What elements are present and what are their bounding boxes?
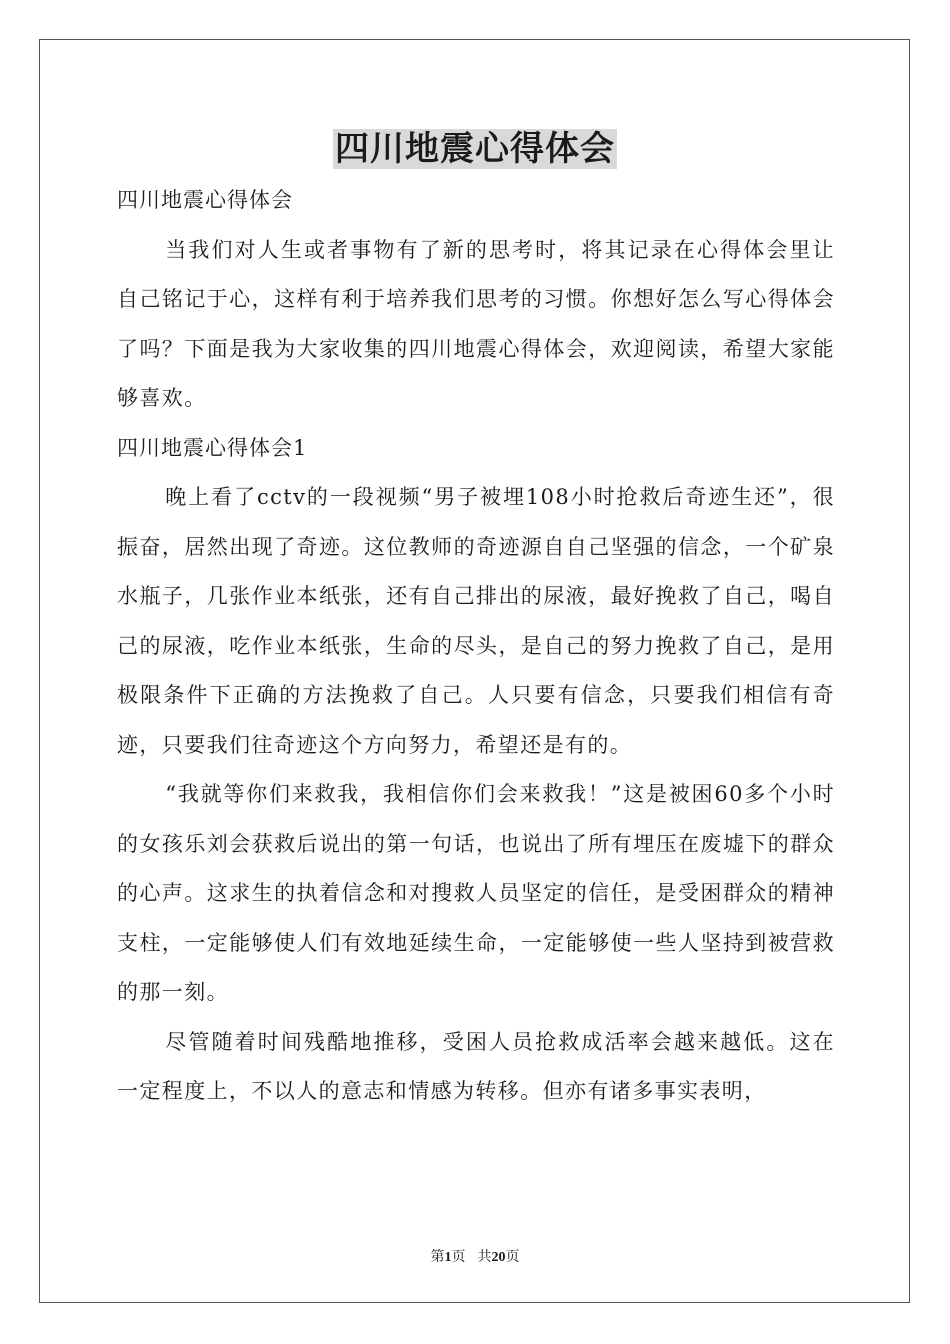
intro-paragraph: 当我们对人生或者事物有了新的思考时，将其记录在心得体会里让自己铭记于心，这样有利于培养我们思考的习惯。你想好怎么写心得体会了吗？下面是我为大家收集的四川地震心得体会，欢迎阅读，希望大家能够喜欢。 [117,237,835,410]
page-number: 1 [444,1250,452,1265]
total-suffix: 页 [505,1249,520,1265]
total-pages: 20 [491,1250,506,1265]
total-prefix: 共 [477,1249,492,1265]
document-body [117,176,835,1117]
body-paragraph: 晚上看了cctv的一段视频“男子被埋108小时抢救后奇迹生还”，很振奋，居然出现了奇迹。这位教师的奇迹源自自己坚强的信念，一个矿泉水瓶子，几张作业本纸张，还有自己排出的尿液，最好挽救了自己，喝自己的尿液，吃作业本纸张，生命的尽头，是自己的努力挽救了自己，是用极限条件下正确的方法挽救了自己。人只要有信念，只要我们相信有奇迹，只要我们往奇迹这个方向努力，希望还是有的。 [117,485,835,757]
document-title [0,124,950,174]
page-footer [0,1247,950,1268]
document-title-text: 四川地震心得体会 [335,129,615,169]
section-heading: 四川地震心得体会1 [117,435,308,460]
body-paragraph: “我就等你们来救我，我相信你们会来救我！”这是被困60多个小时的女孩乐刘会获救后说出的第一句话，也说出了所有埋压在废墟下的群众的心声。这求生的执着信念和对搜救人员坚定的信任，是受困群众的精神支柱，一定能够使人们有效地延续生命，一定能够使一些人坚持到被营救的那一刻。 [117,782,835,1004]
page-suffix: 页 [451,1249,466,1265]
intro-heading: 四川地震心得体会 [117,188,293,212]
page-prefix: 第 [430,1249,445,1265]
body-paragraph: 尽管随着时间残酷地推移，受困人员抢救成活率会越来越低。这在一定程度上，不以人的意志和情感为转移。但亦有诸多事实表明， [117,1029,835,1103]
